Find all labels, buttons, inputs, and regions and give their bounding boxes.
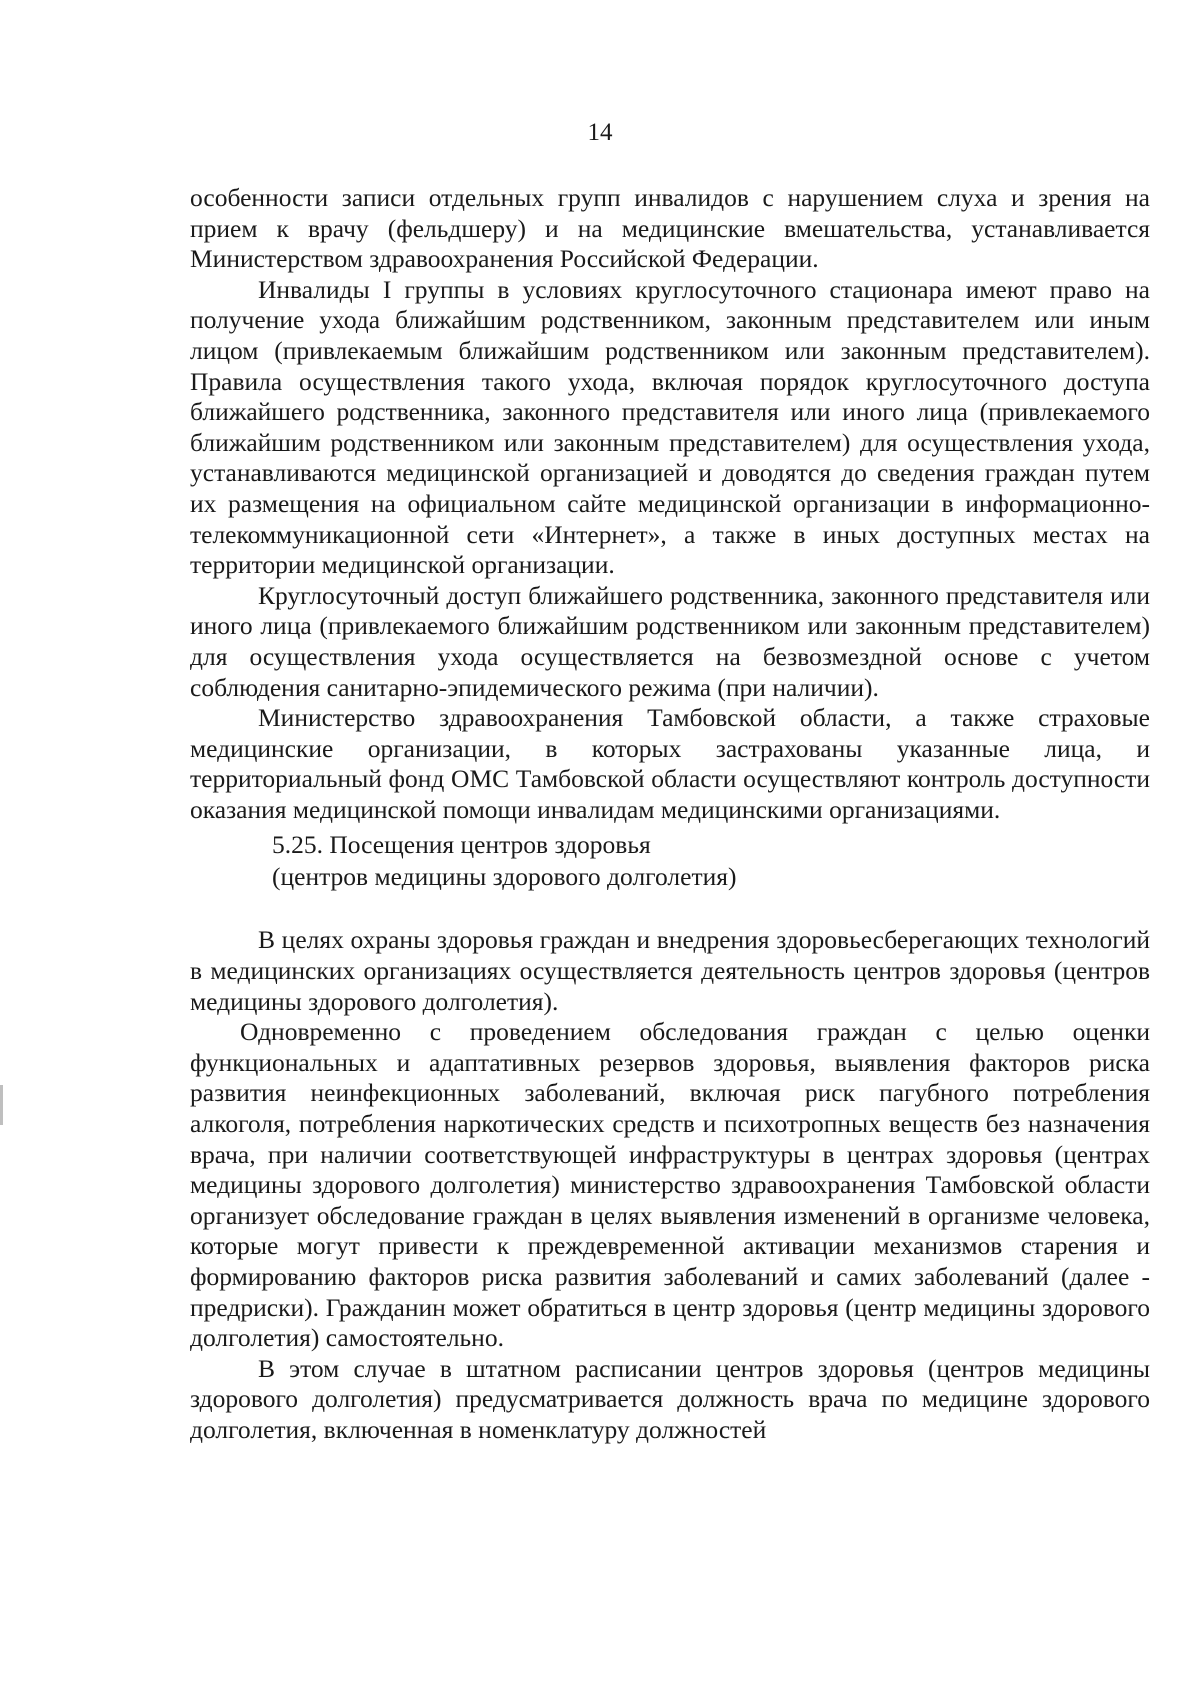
section-heading-line-2: (центров медицины здорового долголетия) — [272, 862, 737, 892]
page-number: 14 — [587, 119, 613, 146]
paragraph-staffing: В этом случае в штатном расписании центров здоровья (центров медицины здорового долголетия) предусматривается должность врача по медицине здорового долголетия, включенная в номенклатуру должностей — [190, 1353, 1150, 1444]
paragraph-continued: особенности записи отдельных групп инвалидов с нарушением слуха и зрения на прием к врачу (фельдшеру) и на медицинские вмешательства, устанавливается Министерством здравоохранения Российской Федерации. — [190, 183, 1150, 274]
section-heading-line-1: 5.25. Посещения центров здоровья — [272, 830, 651, 860]
paragraph-ministry-control: Министерство здравоохранения Тамбовской области, а также страховые медицинские организации, в которых застрахованы указанные лица, и территориальный фонд ОМС Тамбовской области осуществляют контроль доступности оказания медицинской помощи инвалидам медицинскими организациями. — [190, 703, 1150, 824]
section-heading — [272, 829, 1150, 893]
paragraph-round-the-clock-access: Круглосуточный доступ ближайшего родственника, законного представителя или иного лица (привлекаемого ближайшим родственником или законным представителем) для осуществления ухода осуществляется на безвозмездной основе с учетом соблюдения санитарно-эпидемического режима (при наличии). — [190, 580, 1150, 702]
paragraph-disabled-care: Инвалиды I группы в условиях круглосуточного стационара имеют право на получение ухода ближайшим родственником, законным представителем или иным лицом (привлекаемым ближайшим родственником или законным представителем). Правила осуществления такого ухода, включая порядок круглосуточного доступа ближайшего родственника, законного представителя или иного лица (привлекаемого ближайшим родственником или законным представителем) для осуществления ухода, устанавливаются медицинской организацией и доводятся до сведения граждан путем их размещения на официальном сайте медицинской организации в информационно-телекоммуникационной сети «Интернет», а также в иных доступных местах на территории медицинской организации. — [190, 274, 1150, 580]
scan-edge-mark — [0, 1085, 3, 1125]
paragraph-health-centers: В целях охраны здоровья граждан и внедрения здоровьесберегающих технологий в медицинских организациях осуществляется деятельность центров здоровья (центров медицины здорового долголетия). — [190, 925, 1150, 1016]
document-body — [190, 183, 1150, 1446]
heading-spacer — [190, 893, 1150, 925]
paragraph-examination: Одновременно с проведением обследования граждан с целью оценки функциональных и адаптативных резервов здоровья, выявления факторов риска развития неинфекционных заболеваний, включая риск пагубного потребления алкоголя, потребления наркотических средств и психотропных веществ без назначения врача, при наличии соответствующей инфраструктуры в центрах здоровья (центрах медицины здорового долголетия) министерство здравоохранения Тамбовской области организует обследование граждан в целях выявления изменений в организме человека, которые могут привести к преждевременной активации механизмов старения и формированию факторов риска развития заболеваний и самих заболеваний (далее - предриски). Гражданин может обратиться в центр здоровья (центр медицины здорового долголетия) самостоятельно. — [190, 1017, 1150, 1353]
